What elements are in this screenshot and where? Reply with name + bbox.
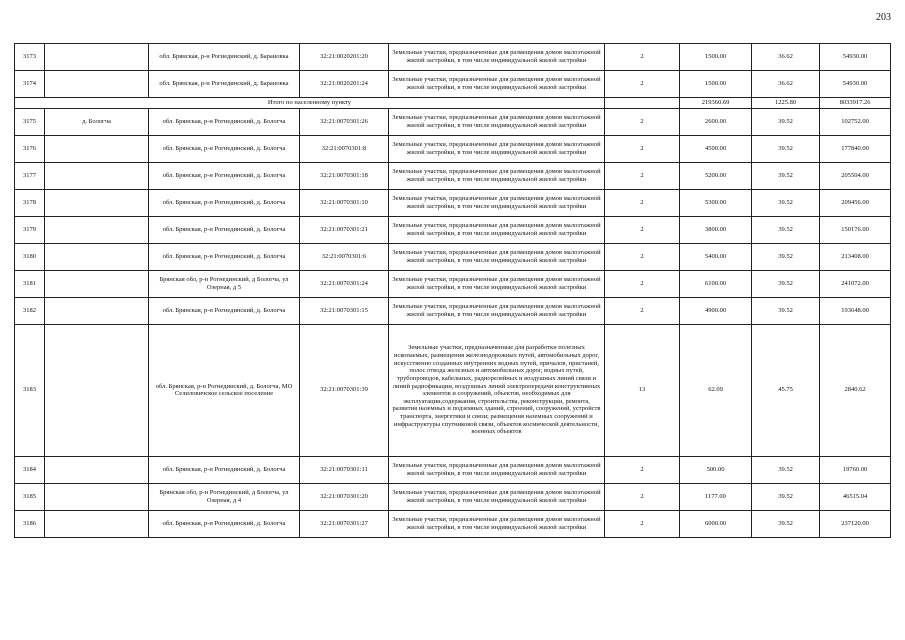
row-number: 3186 [15, 510, 45, 537]
row-number: 3174 [15, 71, 45, 98]
land-purpose: Земельные участки, предназначенные для размещения домов малоэтажной жилой застройки, в том числе индивидуальной жилой застройки [389, 189, 605, 216]
group-code: 2 [605, 456, 680, 483]
row-number: 3175 [15, 108, 45, 135]
cadastral-number: 32:21:0070301:8 [300, 135, 389, 162]
area-cell: 5400.00 [680, 243, 752, 270]
rate-cell: 39.52 [752, 270, 820, 297]
cadastral-value: 177840.00 [820, 135, 891, 162]
cadastral-value: 102752.00 [820, 108, 891, 135]
total-label: Итого по населенному пункту [15, 98, 605, 109]
cadastral-number: 32:21:0070301:10 [300, 189, 389, 216]
row-number: 3182 [15, 297, 45, 324]
row-number: 3178 [15, 189, 45, 216]
rate-cell: 39.52 [752, 297, 820, 324]
land-purpose: Земельные участки, предназначенные для размещения домов малоэтажной жилой застройки, в том числе индивидуальной жилой застройки [389, 483, 605, 510]
table-row [15, 324, 891, 456]
land-purpose: Земельные участки, предназначенные для размещения домов малоэтажной жилой застройки, в том числе индивидуальной жилой застройки [389, 135, 605, 162]
table-row [15, 71, 891, 98]
cadastral-value: 54930.00 [820, 44, 891, 71]
address-cell: обл. Брянская, р-н Рогнединский, д. Бологча [149, 456, 300, 483]
page-number: 203 [876, 12, 891, 23]
land-purpose: Земельные участки, предназначенные для размещения домов малоэтажной жилой застройки, в том числе индивидуальной жилой застройки [389, 162, 605, 189]
cadastral-value: 2840.62 [820, 324, 891, 456]
rate-cell: 39.52 [752, 189, 820, 216]
settlement-name: д. Бологча [45, 108, 149, 135]
group-code: 2 [605, 243, 680, 270]
cadastral-number: 32:21:0020201:24 [300, 71, 389, 98]
cadastral-number: 32:21:0070301:6 [300, 243, 389, 270]
area-cell: 1177.00 [680, 483, 752, 510]
row-number: 3173 [15, 44, 45, 71]
cadastral-number: 32:21:0070301:11 [300, 456, 389, 483]
address-cell: обл. Брянская, р-н Рогнединский, д. Бологча [149, 243, 300, 270]
table-row [15, 135, 891, 162]
total-group-cell [605, 98, 680, 109]
land-purpose: Земельные участки, предназначенные для размещения домов малоэтажной жилой застройки, в том числе индивидуальной жилой застройки [389, 108, 605, 135]
settlement-total-row [15, 98, 891, 109]
settlement-cell [45, 483, 149, 510]
table-body [15, 44, 891, 538]
land-purpose: Земельные участки, предназначенные для разработки полезных ископаемых, размещения железнодорожных путей, автомобильных дорог, искусственно созданных внутренних водных путей, причалов, пристаней, полос отвода железных и автомобильных дорог, водных путей, трубопроводов, кабельных, радиорелейных и воздушных линий связи и линий радиофикации, воздушных линий электропередачи конструктивных элементов и сооружений, объектов, необходимых для эксплуатации,содержания, строительства, реконструкции, ремонта, развития наземных и подземных зданий, строений, сооружений, устройств транспорта, энергетики и связи; размещения наземных сооружений и инфраструктуры спутниковой связи, объектов космической деятельности, военных объектов [389, 324, 605, 456]
area-cell: 4500.00 [680, 135, 752, 162]
cadastral-number: 32:21:0070301:18 [300, 162, 389, 189]
settlement-cell [45, 270, 149, 297]
cadastral-value: 213408.00 [820, 243, 891, 270]
table-row [15, 297, 891, 324]
area-cell: 5200.00 [680, 162, 752, 189]
total-value: 8033917.26 [820, 98, 891, 109]
table-row [15, 108, 891, 135]
land-purpose: Земельные участки, предназначенные для размещения домов малоэтажной жилой застройки, в том числе индивидуальной жилой застройки [389, 71, 605, 98]
settlement-cell [45, 456, 149, 483]
cadastral-number: 32:21:0070301:21 [300, 216, 389, 243]
rate-cell: 39.52 [752, 135, 820, 162]
group-code: 2 [605, 189, 680, 216]
settlement-cell [45, 243, 149, 270]
table-row [15, 270, 891, 297]
group-code: 2 [605, 108, 680, 135]
group-code: 2 [605, 297, 680, 324]
rate-cell: 39.52 [752, 483, 820, 510]
address-cell: обл. Брянская, р-н Рогнединский, д. Бологча [149, 108, 300, 135]
land-purpose: Земельные участки, предназначенные для размещения домов малоэтажной жилой застройки, в том числе индивидуальной жилой застройки [389, 216, 605, 243]
address-cell: обл. Брянская, р-н Рогнединский, д. Бологча [149, 162, 300, 189]
cadastral-value: 150176.00 [820, 216, 891, 243]
group-code: 2 [605, 510, 680, 537]
table-row [15, 189, 891, 216]
cadastral-number: 32:21:0070301:39 [300, 324, 389, 456]
address-cell: обл. Брянская, р-н Рогнединский, д. Бологча [149, 189, 300, 216]
total-rate: 1225.80 [752, 98, 820, 109]
land-purpose: Земельные участки, предназначенные для размещения домов малоэтажной жилой застройки, в том числе индивидуальной жилой застройки [389, 44, 605, 71]
table-row [15, 483, 891, 510]
address-cell: обл. Брянская, р-н Рогнединский, д. Бологча, МО Селиловичское сельское поселение [149, 324, 300, 456]
row-number: 3176 [15, 135, 45, 162]
settlement-cell [45, 189, 149, 216]
settlement-cell [45, 216, 149, 243]
cadastral-value: 193648.00 [820, 297, 891, 324]
settlement-cell [45, 135, 149, 162]
cadastral-number: 32:21:0070301:26 [300, 108, 389, 135]
row-number: 3180 [15, 243, 45, 270]
row-number: 3185 [15, 483, 45, 510]
area-cell: 2600.00 [680, 108, 752, 135]
address-cell: обл. Брянская, р-н Рогнединский, д. Бологча [149, 135, 300, 162]
land-registry-table [14, 43, 891, 538]
row-number: 3183 [15, 324, 45, 456]
rate-cell: 36.62 [752, 71, 820, 98]
cadastral-number: 32:21:0070301:27 [300, 510, 389, 537]
address-cell: обл. Брянская, р-н Рогнединский, д. Барановка [149, 71, 300, 98]
cadastral-number: 32:21:0070301:20 [300, 483, 389, 510]
cadastral-value: 46515.04 [820, 483, 891, 510]
table-row [15, 243, 891, 270]
address-cell: Брянская обл, р-н Рогнединский, д Бологча, ул Озерная, д 4 [149, 483, 300, 510]
row-number: 3177 [15, 162, 45, 189]
table-row [15, 44, 891, 71]
cadastral-number: 32:21:0020201:20 [300, 44, 389, 71]
area-cell: 6000.00 [680, 510, 752, 537]
cadastral-value: 205504.00 [820, 162, 891, 189]
area-cell: 5300.00 [680, 189, 752, 216]
rate-cell: 39.52 [752, 456, 820, 483]
cadastral-value: 19760.00 [820, 456, 891, 483]
table-row [15, 216, 891, 243]
row-number: 3184 [15, 456, 45, 483]
land-purpose: Земельные участки, предназначенные для размещения домов малоэтажной жилой застройки, в том числе индивидуальной жилой застройки [389, 270, 605, 297]
area-cell: 1500.00 [680, 44, 752, 71]
group-code: 2 [605, 44, 680, 71]
rate-cell: 39.52 [752, 243, 820, 270]
settlement-cell [45, 297, 149, 324]
address-cell: обл. Брянская, р-н Рогнединский, д. Бологча [149, 510, 300, 537]
settlement-cell [45, 44, 149, 71]
group-code: 2 [605, 216, 680, 243]
area-cell: 1500.00 [680, 71, 752, 98]
rate-cell: 39.52 [752, 216, 820, 243]
address-cell: Брянская обл, р-н Рогнединский, д Бологча, ул Озерная, д 5 [149, 270, 300, 297]
cadastral-value: 237120.00 [820, 510, 891, 537]
cadastral-number: 32:21:0070301:24 [300, 270, 389, 297]
row-number: 3181 [15, 270, 45, 297]
address-cell: обл. Брянская, р-н Рогнединский, д. Барановка [149, 44, 300, 71]
land-purpose: Земельные участки, предназначенные для размещения домов малоэтажной жилой застройки, в том числе индивидуальной жилой застройки [389, 297, 605, 324]
cadastral-value: 54930.00 [820, 71, 891, 98]
settlement-cell [45, 324, 149, 456]
row-number: 3179 [15, 216, 45, 243]
area-cell: 62.09 [680, 324, 752, 456]
cadastral-number: 32:21:0070301:15 [300, 297, 389, 324]
group-code: 13 [605, 324, 680, 456]
group-code: 2 [605, 162, 680, 189]
land-purpose: Земельные участки, предназначенные для размещения домов малоэтажной жилой застройки, в том числе индивидуальной жилой застройки [389, 510, 605, 537]
land-purpose: Земельные участки, предназначенные для размещения домов малоэтажной жилой застройки, в том числе индивидуальной жилой застройки [389, 456, 605, 483]
group-code: 2 [605, 135, 680, 162]
settlement-cell [45, 510, 149, 537]
rate-cell: 39.52 [752, 510, 820, 537]
cadastral-value: 209456.00 [820, 189, 891, 216]
area-cell: 4900.00 [680, 297, 752, 324]
rate-cell: 45.75 [752, 324, 820, 456]
area-cell: 6100.00 [680, 270, 752, 297]
rate-cell: 39.52 [752, 108, 820, 135]
group-code: 2 [605, 483, 680, 510]
group-code: 2 [605, 270, 680, 297]
settlement-cell [45, 162, 149, 189]
area-cell: 500.00 [680, 456, 752, 483]
land-purpose: Земельные участки, предназначенные для размещения домов малоэтажной жилой застройки, в том числе индивидуальной жилой застройки [389, 243, 605, 270]
rate-cell: 39.52 [752, 162, 820, 189]
cadastral-value: 241072.00 [820, 270, 891, 297]
area-cell: 3800.00 [680, 216, 752, 243]
address-cell: обл. Брянская, р-н Рогнединский, д. Бологча [149, 216, 300, 243]
table-row [15, 456, 891, 483]
settlement-cell [45, 71, 149, 98]
rate-cell: 36.62 [752, 44, 820, 71]
address-cell: обл. Брянская, р-н Рогнединский, д. Бологча [149, 297, 300, 324]
table-row [15, 510, 891, 537]
table-row [15, 162, 891, 189]
group-code: 2 [605, 71, 680, 98]
total-area: 219360.69 [680, 98, 752, 109]
